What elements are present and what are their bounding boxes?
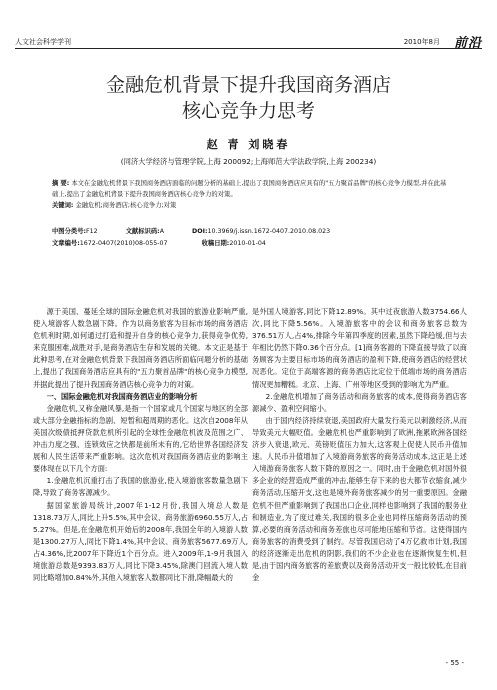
page-number: - 55 - [445,659,464,667]
doi-label: DOI: [192,228,208,235]
header-rule [15,48,482,49]
right-column [252,306,467,584]
paragraph-crisis-definition: 金融危机,又称金融风暴,是指一个国家或几个国家与地区的全部或大部分金融指标的急剧、短暂和超周期的恶化。这次自2008年从美国次级债抵押贷款危机所引起的全球性金融危机波及范围之广、冲击力度之强、连锁效应之快都是前所未有的,它给世界各国经济发展和人民生活带来严重影响。这次危机对我国商务酒店业的影响主要体现在以下几个方面: [33,403,248,474]
keywords [52,201,452,212]
article-info-line [52,238,266,247]
paragraph-cost-analysis: 由于国内经济持续衰退,美国政府大量发行美元以刺激经济,从而导致美元大幅贬值。金融危机也严重影响到了欧洲,拖累欧洲各国经济步入衰退,欧元、英镑贬值压力加大,这客观上促使人民币升值加速。人民币升值增加了入境游商务旅客的商务活动成本,这正是上述入境游商务旅客人数下降的原因之一。同时,由于金融危机对国外很多企业的经营造成严重的冲击,能够生存下来的也大都节衣缩食,减少商务活动,压缩开支,这也是境外商务旅客减少的另一重要原因。金融危机不但严重影响到了我国出口企业,同样也影响到了我国的服务业和制造业,为了度过难关,我国的很多企业也同样压缩商务活动的预算,必要的商务活动和商务差旅也尽可能地压缩和节省。这使得国内商务旅客的消费受到了制约。尽管我国启动了4万亿救市计划,我国的经济逐渐走出危机的阴影,我们的不少企业也在逐渐恢复生机,但是,由于国内商务旅客的差旅费以及商务活动开支一般比较低,在目前金 [252,415,467,583]
keywords-text: 金融危机;商务酒店;核心竞争力;对策 [75,202,177,209]
received-label: 收稿日期: [201,240,230,247]
title-line-1: 金融危机背景下提升我国商务酒店 [105,74,391,96]
doi-value: 10.3969/j.issn.1672-0407.2010.08.023 [207,228,331,235]
left-column [33,306,248,584]
abstract-text: 本文在金融危机背景下我国商务酒店面临的问题分析的基础上,提出了我国商务酒店应具有的"五力聚首品牌"的核心竞争力模型,并在此基础上,提出了金融危机背景下提升我国商务酒店核心竞争力的对策。 [52,180,447,198]
paragraph-continued: 是外国人境游客,同比下降12.89%。其中过夜旅游人数3754.66人次,同比下降5.56%。入境游旅客中的会议和商务旅客总数为376.51万人,占4%,排除今年第四季度的因素,虽然下降趋缓,但与去年相比仍然下降0.36个百分点。[1]商务客源的下降直接导致了以商务顾客为主要目标市场的商务酒店的盈利下降,使商务酒店的经营状况恶化。定位于高端客源的商务酒店比定位于低端市场的商务酒店情况更加糟糕。北京、上海、广州等地区受到的影响尤为严重。 [252,307,467,389]
title-line-2: 核心竞争力思考 [181,100,315,122]
classification-line [52,226,330,235]
article-title [0,72,497,124]
section-brand: 前沿 [453,36,482,51]
clc-label: 中图分类号: [52,228,87,235]
doc-code-label: 文献标识码: [125,228,160,235]
abstract [52,179,452,200]
intro-paragraph: 源于美国、蔓延全球的国际金融危机对我国的旅游业影响严重,使入境游客人数急剧下降。作为以商务旅客为目标市场的商务酒店危机利时期,如何通过打造和提升自身的核心竞争力,获得竞争优势,来克服困难,战胜对手,是商务酒店生存和发展的关键。本文正是基于此种思考,在对金融危机背景下我国商务酒店所面临问题分析的基础上,提出了我国商务酒店应具有的"五力聚首品牌"的核心竞争力模型,并据此提出了提升我国商务酒店核心竞争力的对策。 [33,307,248,389]
section-heading-1: 一、国际金融危机对我国商务酒店业的影响分析 [46,391,198,401]
authors: 赵 青 刘晓春 [206,138,291,151]
paragraph-point-1: 1.金融危机沉重打击了我国的旅游业,使入境游旅客数量急剧下降,导致了商务客源减少。 [33,476,248,498]
abstract-label: 摘 要: [52,180,70,187]
running-header [15,35,482,49]
issue-date: 2010年8月 [403,38,440,46]
paragraph-point-2: 2.金融危机增加了商务活动和商务旅客的成本,使得商务酒店客源减少、盈利空间缩小。 [252,391,467,413]
article-no-label: 文章编号: [52,240,80,247]
journal-name: 人文社会科学学刊 [15,38,71,46]
doc-code-value: A [159,228,165,235]
received-value: 2010-01-04 [229,240,266,247]
article-no-value: 1672-0407(2010)08-055-07 [79,240,168,247]
keywords-label: 关键词: [52,202,74,209]
abstract-block [52,179,452,212]
affiliation: (同济大学经济与管理学院,上海 200092;上海师范大学法政学院,上海 200234) [120,157,377,166]
clc-value: F12 [86,228,98,235]
paragraph-statistics: 据国家旅游局统计,2007年1-12月份,我国入境总人数是1318.73万人,同比上升5.5%,其中会议、商务旅游6960.55万人,占5.27%。但是,在金融危机开始后的2008年,我国全年的入境游人数是1300.27万人,同比下降1.4%,其中会议、商务旅客5677.69万人,占4.36%,比2007年下降近1个百分点。进入2009年,1-9月我国入境旅游总数是9393.83万人,同比下降3.45%,除澳门回流入境人数同比略增加0.84%外,其他入境旅客人数都同比下滑,降幅最大的 [33,500,248,583]
